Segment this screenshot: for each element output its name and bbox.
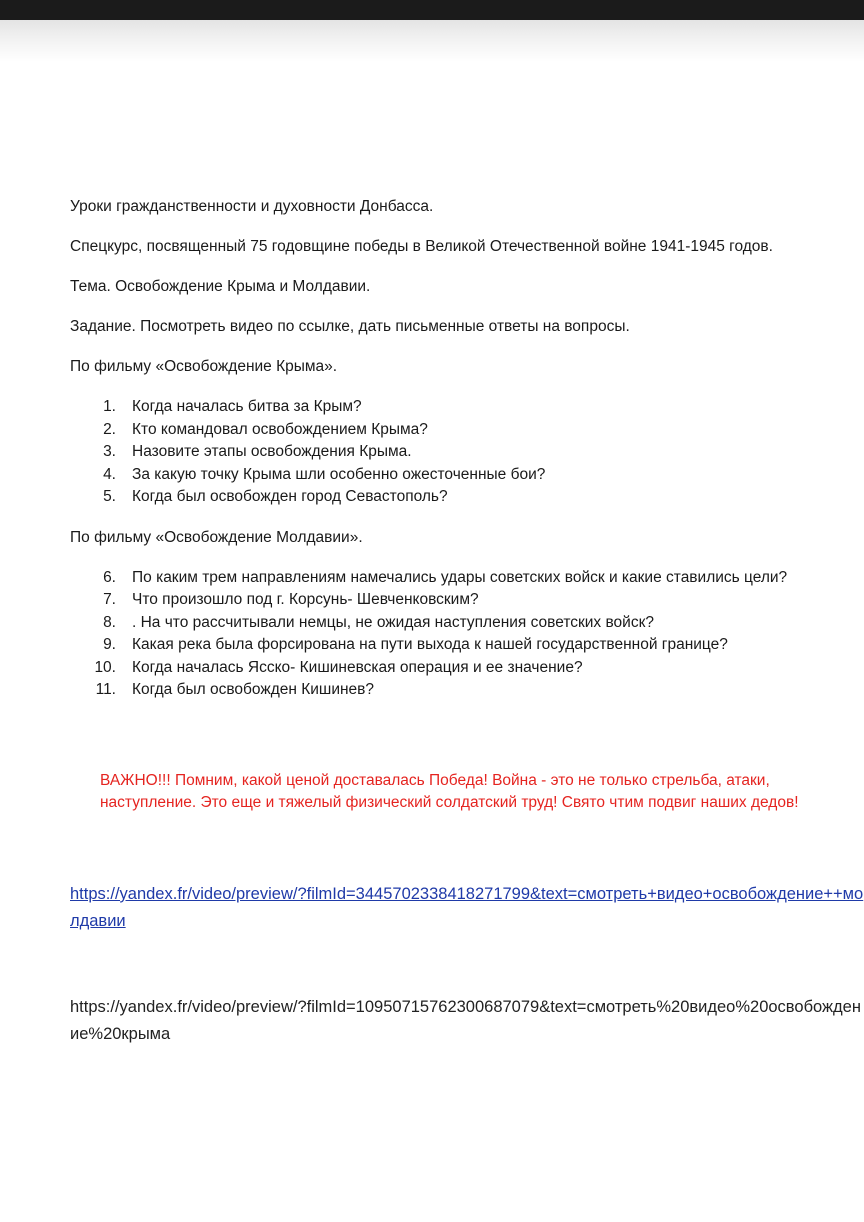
question-text: Что произошло под г. Корсунь- Шевченковским?: [132, 591, 479, 608]
question-text: Когда был освобожден город Севастополь?: [132, 488, 448, 505]
list-item: [70, 657, 864, 680]
list-item: [70, 567, 864, 590]
questions-crimea-list: [70, 396, 864, 509]
list-item: [70, 612, 864, 635]
question-number: 5.: [103, 488, 116, 505]
question-number: 11.: [95, 681, 116, 698]
question-text: По каким трем направлениям намечались удары советских войск и какие ставились цели?: [132, 568, 788, 586]
list-item: [70, 396, 864, 419]
video-link-crimea: https://yandex.fr/video/preview/?filmId=10950715762300687079&text=смотреть%20видео%20освобождение%20крыма: [70, 998, 861, 1043]
question-text: . На что рассчитывали немцы, не ожидая наступления советских войск?: [132, 613, 654, 631]
question-number: 1.: [103, 398, 116, 415]
assignment: Задание. Посмотреть видео по ссылке, дать письменные ответы на вопросы.: [70, 318, 630, 335]
document-body: [70, 196, 864, 720]
question-number: 3.: [103, 443, 116, 460]
question-text: Назовите этапы освобождения Крыма.: [132, 443, 412, 460]
question-number: 7.: [103, 591, 116, 608]
course-title: Уроки гражданственности и духовности Донбасса.: [70, 198, 434, 215]
question-text: Когда началась Ясско- Кишиневская операция и ее значение?: [132, 658, 583, 676]
course-subtitle: Спецкурс, посвященный 75 годовщине победы в Великой Отечественной войне 1941-1945 годов.: [70, 238, 773, 255]
question-number: 4.: [103, 465, 116, 483]
film-crimea-heading: По фильму «Освобождение Крыма».: [70, 358, 338, 375]
question-text: Какая река была форсирована на пути выхода к нашей государственной границе?: [132, 636, 728, 653]
question-text: Когда началась битва за Крым?: [132, 398, 362, 415]
list-item: [70, 679, 864, 702]
question-number: 6.: [103, 568, 116, 586]
question-text: За какую точку Крыма шли особенно ожесточенные бои?: [132, 465, 546, 483]
list-item: [70, 486, 864, 509]
important-note: ВАЖНО!!! Помним, какой ценой доставалась Победа! Война - это не только стрельба, атаки, наступление. Это еще и тяжелый физический солдатский труд! Свято чтим подвиг наших дедов!: [100, 771, 799, 811]
question-text: Когда был освобожден Кишинев?: [132, 681, 375, 698]
film-moldova-heading: По фильму «Освобождение Молдавии».: [70, 528, 363, 546]
question-number: 8.: [103, 613, 116, 631]
list-item: [70, 589, 864, 612]
list-item: [70, 634, 864, 657]
question-number: 2.: [103, 420, 116, 438]
top-bar: [0, 0, 864, 20]
question-text: Кто командовал освобождением Крыма?: [132, 420, 428, 438]
top-bar-shadow: [0, 20, 864, 62]
topic: Тема. Освобождение Крыма и Молдавии.: [70, 278, 371, 295]
list-item: [70, 464, 864, 487]
video-link-moldova[interactable]: https://yandex.fr/video/preview/?filmId=3445702338418271799&text=смотреть+видео+освобождение++молдавии: [70, 885, 864, 930]
questions-moldova-list: [70, 567, 864, 702]
question-number: 9.: [103, 636, 116, 653]
list-item: [70, 419, 864, 442]
list-item: [70, 441, 864, 464]
question-number: 10.: [94, 658, 116, 676]
